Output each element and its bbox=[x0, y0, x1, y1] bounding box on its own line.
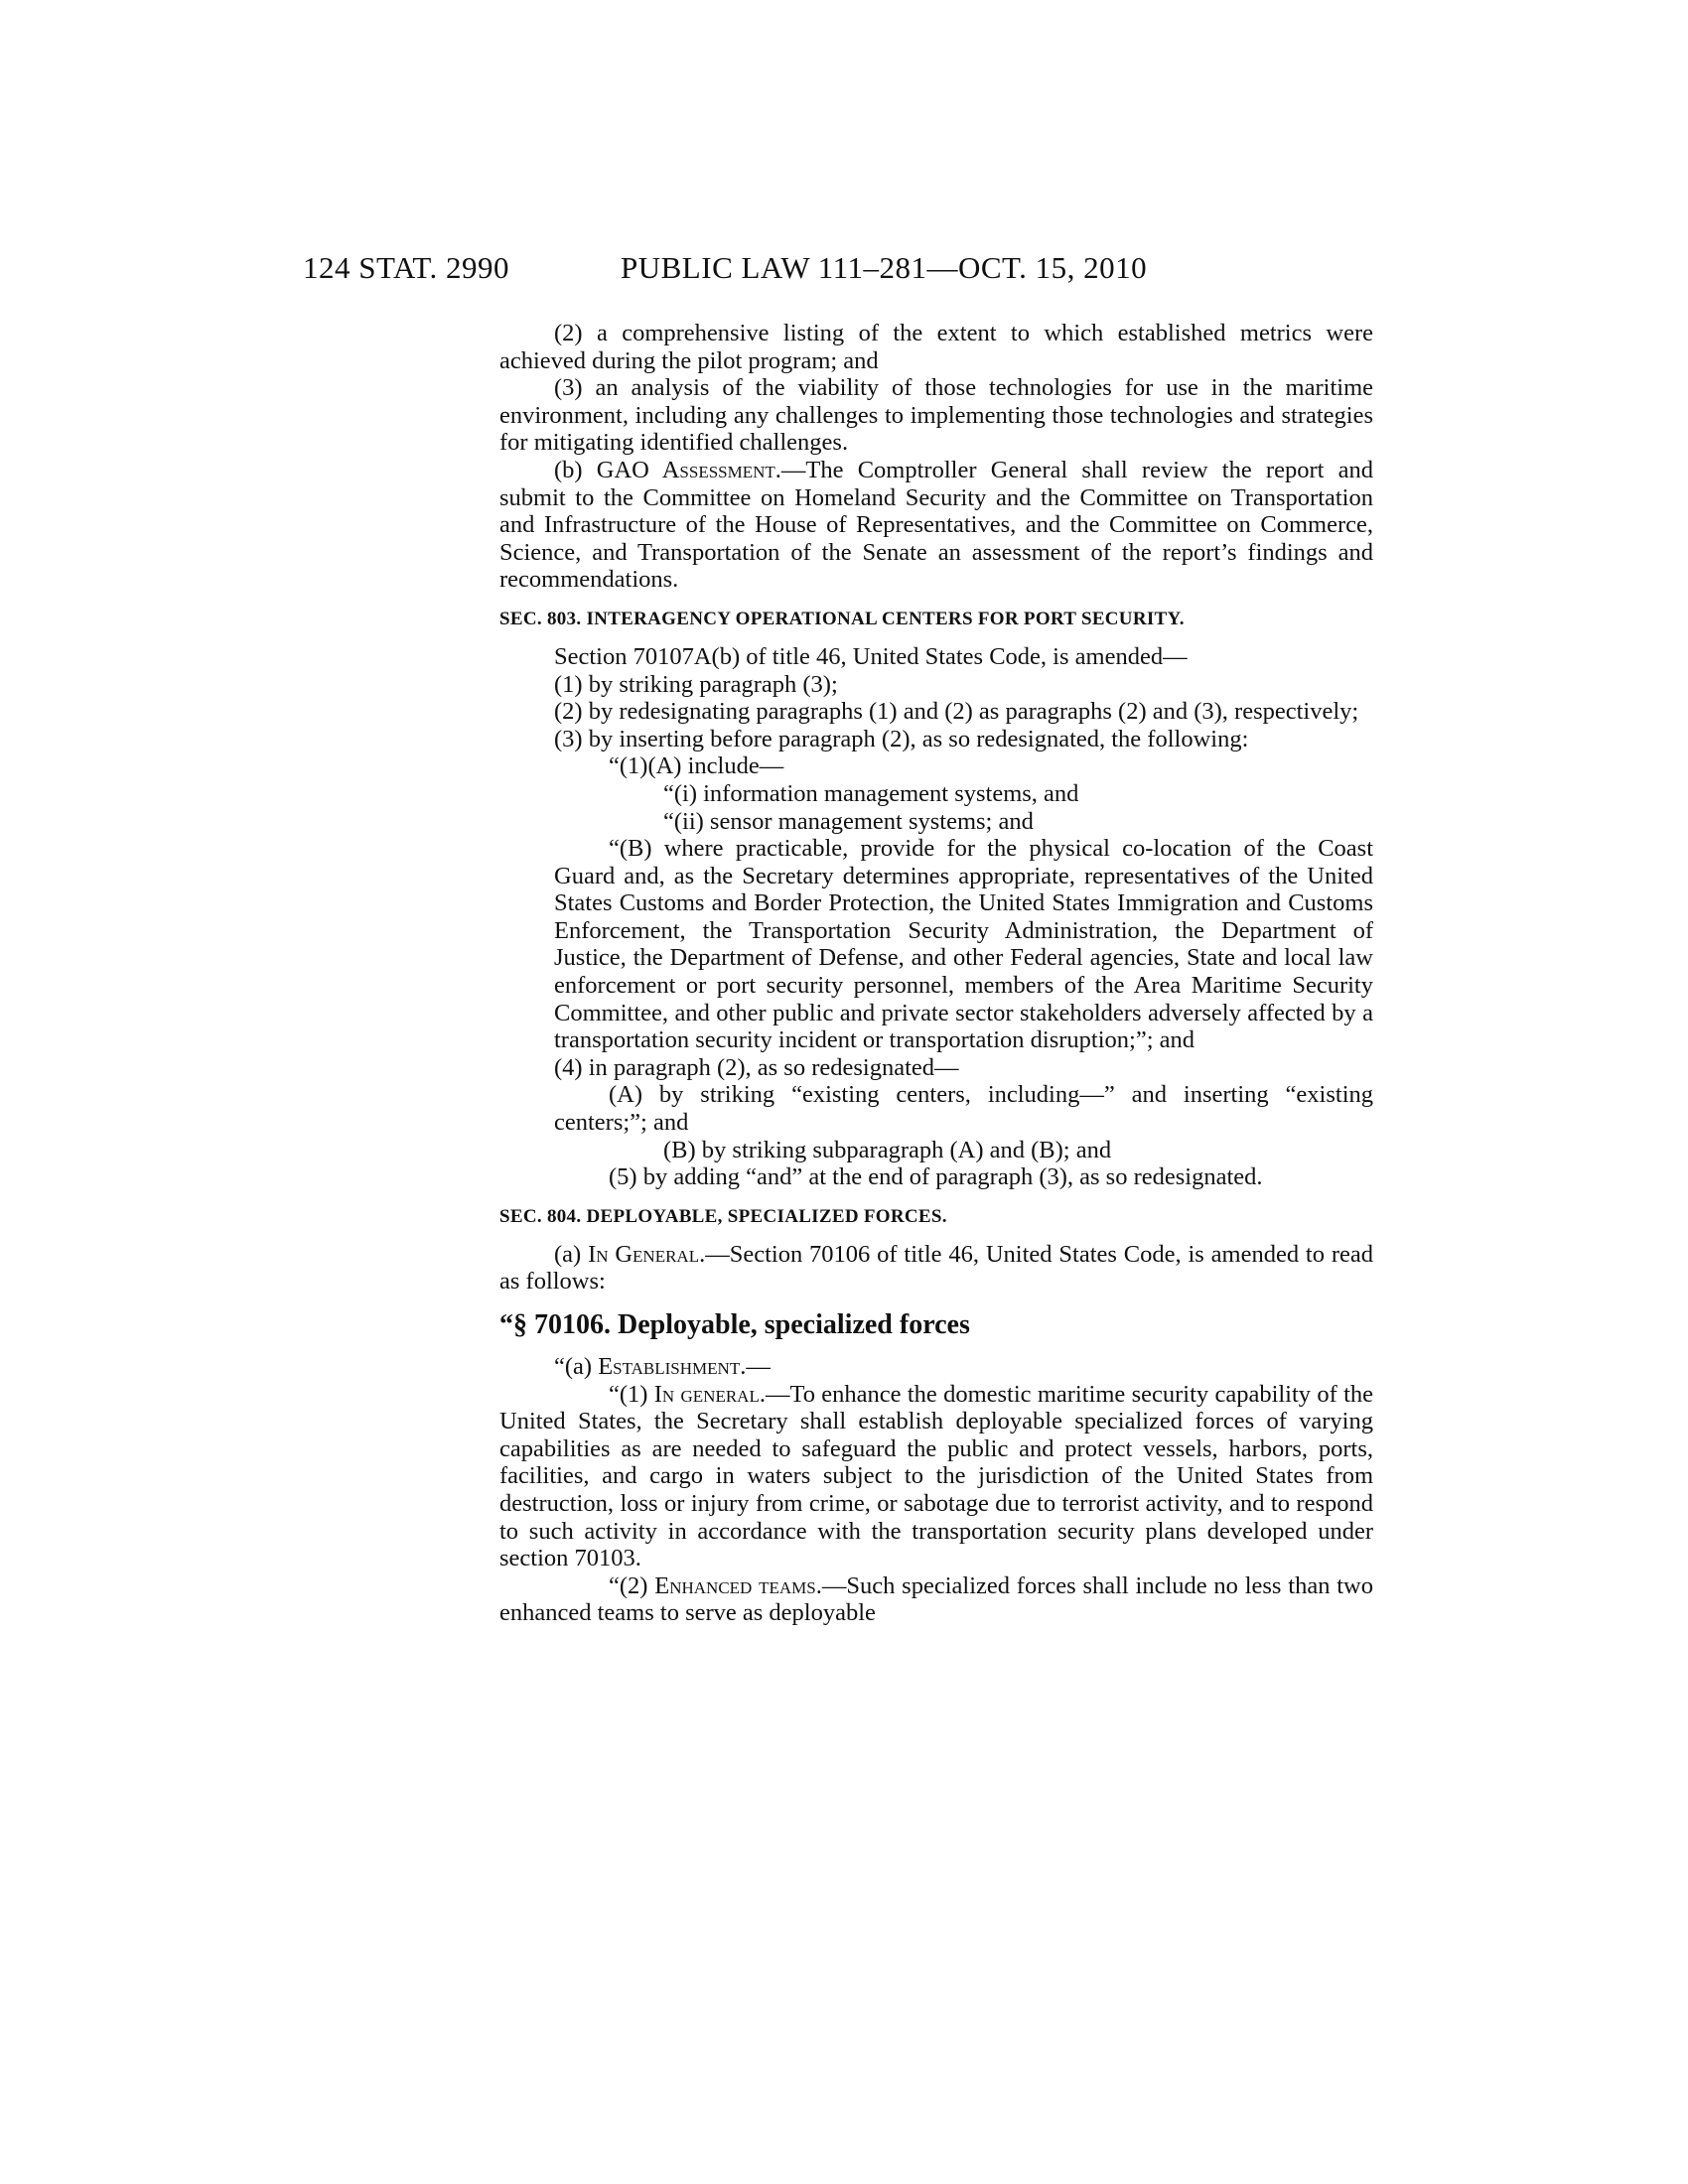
quoted-subsection-heading: Establishment. bbox=[598, 1353, 747, 1380]
section-804 bbox=[499, 1241, 1373, 1627]
quoted-subsection-a bbox=[499, 1353, 1373, 1381]
section-803-item-4: (4) in paragraph (2), as so redesignated— bbox=[554, 1053, 959, 1081]
quoted-paragraph-heading: In general. bbox=[653, 1380, 766, 1408]
subsection-heading: In General. bbox=[588, 1240, 706, 1268]
section-803-intro: Section 70107A(b) of title 46, United States Code, is amended— bbox=[554, 642, 1188, 670]
section-803-item-2-text: (2) by redesignating paragraphs (1) and (2) as paragraphs (2) and (3), respectively; bbox=[554, 698, 1359, 726]
page-header bbox=[303, 250, 1375, 290]
quoted-paragraph-heading: Enhanced teams. bbox=[654, 1571, 822, 1599]
quoted-1A-i: “(i) information management systems, and bbox=[663, 779, 1079, 807]
subsection-number: (a) bbox=[554, 1240, 582, 1268]
quoted-paragraph-2 bbox=[499, 1572, 1373, 1627]
quoted-paragraph-number: “(1) bbox=[609, 1380, 648, 1408]
quoted-paragraph-text: —To enhance the domestic maritime security capability of the United States, the Secretary shall establish deployable specialized forces of varying capabilities as are needed to safeguard the public and protect vessels, harbors, ports, facilities, and cargo in waters subject to the jurisdiction of the United States from destruction, loss or injury from crime, or sabotage due to terrorist activity, and to respond to such activity in accordance with the transportation security plans developed under section 70103. bbox=[499, 1380, 1374, 1572]
document-body bbox=[499, 320, 1373, 1627]
subsection-text: —The Comptroller General shall review the report and submit to the Committee on Homeland Security and the Committee on Transportation and Infrastructure of the House of Representatives, and the Committee on Commerce, Science, and Transportation of the Senate an assessment of the report’s findings and recommendations. bbox=[499, 456, 1373, 594]
paragraph-2-listing: (2) a comprehensive listing of the extent to which established metrics were achieved during the pilot program; and bbox=[499, 320, 1373, 374]
quoted-B: “(B) where practicable, provide for the physical co-location of the Coast Guard and, as the Secretary determines appropriate, representatives of the United States Customs and Border Protection, the United States Immigration and Customs Enforcement, the Transportation Security Administration, the Department of Justice, the Department of Defense, and other Federal agencies, State and local law enforcement or port security personnel, members of the Area Maritime Security Committee, and other public and private sector stakeholders adversely affected by a transportation security incident or transportation disruption;”; and bbox=[554, 835, 1373, 1054]
quoted-paragraph-1 bbox=[499, 1381, 1373, 1572]
quoted-subsection-number: “(a) bbox=[554, 1353, 593, 1380]
subsection-heading: GAO Assessment. bbox=[596, 456, 781, 483]
paragraph-3-analysis: (3) an analysis of the viability of those technologies for use in the maritime environment, including any challenges to implementing those technologies and strategies for mitigating identified challenges. bbox=[499, 374, 1373, 457]
subsection-number: (b) bbox=[554, 456, 583, 483]
section-803-item-4B: (B) by striking subparagraph (A) and (B); and bbox=[663, 1136, 1112, 1163]
section-804-subsection-a bbox=[499, 1241, 1373, 1296]
section-803-item-2 bbox=[499, 698, 1373, 726]
quoted-1A-ii: “(ii) sensor management systems; and bbox=[663, 807, 1034, 835]
public-law-citation: PUBLIC LAW 111–281—OCT. 15, 2010 bbox=[621, 250, 1148, 285]
quoted-subsection-dash: — bbox=[746, 1353, 771, 1380]
subsection-b-gao-assessment bbox=[499, 457, 1373, 594]
section-803-heading: SEC. 803. INTERAGENCY OPERATIONAL CENTERS FOR PORT SECURITY. bbox=[499, 608, 1185, 629]
section-804-heading: SEC. 804. DEPLOYABLE, SPECIALIZED FORCES. bbox=[499, 1205, 947, 1227]
section-803-item-4A: (A) by striking “existing centers, including—” and inserting “existing centers;”; and bbox=[554, 1081, 1373, 1137]
codified-section-heading: “§ 70106. Deployable, specialized forces bbox=[499, 1309, 970, 1340]
section-803-item-3: (3) by inserting before paragraph (2), as so redesignated, the following: bbox=[554, 725, 1249, 752]
section-803-item-5: (5) by adding “and” at the end of paragraph (3), as so redesignated. bbox=[609, 1163, 1263, 1191]
section-803 bbox=[499, 643, 1373, 1191]
section-803-item-1: (1) by striking paragraph (3); bbox=[554, 670, 838, 698]
quoted-paragraph-number: “(2) bbox=[609, 1571, 648, 1599]
quoted-paragraph-text: —Such specialized forces shall include no less than two enhanced teams to serve as deployable bbox=[499, 1571, 1373, 1627]
statute-citation: 124 STAT. 2990 bbox=[303, 250, 510, 285]
quoted-1A: “(1)(A) include— bbox=[609, 752, 784, 780]
subsection-text: —Section 70106 of title 46, United States Code, is amended to read as follows: bbox=[499, 1240, 1373, 1296]
